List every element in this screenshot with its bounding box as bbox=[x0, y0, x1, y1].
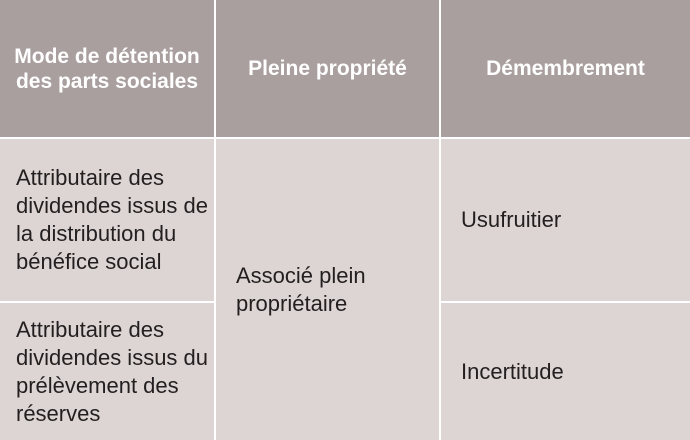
header-full-ownership-text: Pleine propriété bbox=[248, 57, 407, 80]
row-label-distribution bbox=[0, 139, 214, 301]
cell-dismemberment-uncertainty bbox=[441, 303, 690, 440]
cell-full-ownership-owner-text: Associé plein propriétaire bbox=[236, 262, 366, 316]
cell-full-ownership-owner bbox=[216, 139, 439, 440]
header-full-ownership bbox=[216, 0, 439, 137]
header-holding-mode bbox=[0, 0, 214, 137]
header-dismemberment bbox=[441, 0, 690, 137]
row-label-distribution-text: Attributaire des dividendes issus de la distribution du bénéfice social bbox=[16, 165, 209, 274]
header-dismemberment-text: Démembrement bbox=[486, 57, 645, 80]
header-holding-mode-text: Mode de détention des parts sociales bbox=[14, 44, 200, 93]
cell-dismemberment-usufructuary bbox=[441, 139, 690, 301]
row-label-reserves bbox=[0, 303, 214, 440]
row-label-reserves-text: Attributaire des dividendes issus du prélèvement des réserves bbox=[16, 316, 209, 426]
cell-dismemberment-uncertainty-text: Incertitude bbox=[461, 358, 564, 384]
cell-dismemberment-usufructuary-text: Usufruitier bbox=[461, 207, 562, 232]
